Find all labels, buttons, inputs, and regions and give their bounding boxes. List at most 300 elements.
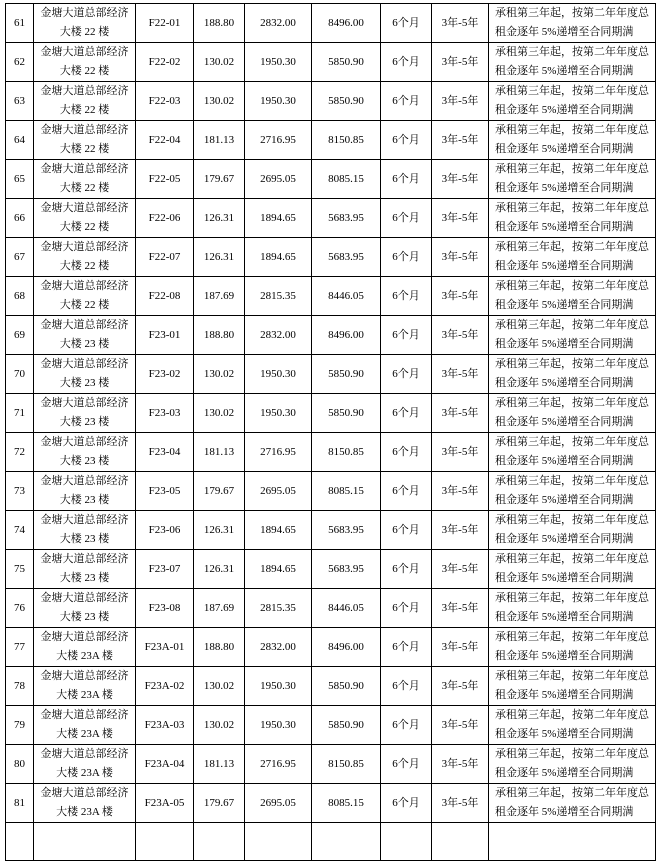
area-cell: 179.67 bbox=[194, 160, 245, 199]
lease-term-cell: 3年-5年 bbox=[432, 472, 489, 511]
lease-term-cell: 3年-5年 bbox=[432, 160, 489, 199]
note-line: 租金逐年 5%递增至合同期满 bbox=[495, 806, 634, 818]
building-cell bbox=[34, 355, 136, 394]
lease-term-cell: 3年-5年 bbox=[432, 316, 489, 355]
note-line: 承租第三年起，按第二年年度总 bbox=[495, 631, 649, 643]
building-line: 金塘大道总部经济 bbox=[40, 46, 129, 58]
free-period-cell: 6个月 bbox=[381, 82, 432, 121]
building-line: 金塘大道总部经济 bbox=[40, 280, 129, 292]
note-line: 租金逐年 5%递增至合同期满 bbox=[495, 377, 634, 389]
lease-term-cell: 3年-5年 bbox=[432, 238, 489, 277]
deposit-cell: 5683.95 bbox=[312, 199, 381, 238]
building-cell bbox=[34, 160, 136, 199]
monthly-cell: 1950.30 bbox=[245, 82, 312, 121]
note-cell bbox=[489, 394, 656, 433]
building-line: 大楼 23 楼 bbox=[59, 494, 110, 506]
row-number-cell: 72 bbox=[6, 433, 34, 472]
free-period-cell: 6个月 bbox=[381, 4, 432, 43]
deposit-cell: 5683.95 bbox=[312, 511, 381, 550]
building-cell bbox=[34, 784, 136, 823]
area-cell: 130.02 bbox=[194, 82, 245, 121]
lease-term-cell: 3年-5年 bbox=[432, 550, 489, 589]
note-cell bbox=[489, 628, 656, 667]
monthly-cell bbox=[245, 823, 312, 861]
table-row bbox=[6, 82, 656, 121]
building-cell bbox=[34, 82, 136, 121]
table-row bbox=[6, 550, 656, 589]
building-cell bbox=[34, 511, 136, 550]
note-cell bbox=[489, 199, 656, 238]
deposit-cell: 8446.05 bbox=[312, 277, 381, 316]
monthly-cell: 2716.95 bbox=[245, 433, 312, 472]
unit-cell: F23A-04 bbox=[136, 745, 194, 784]
building-line: 金塘大道总部经济 bbox=[40, 163, 129, 175]
note-line: 承租第三年起，按第二年年度总 bbox=[495, 397, 649, 409]
building-line: 大楼 23 楼 bbox=[59, 377, 110, 389]
deposit-cell: 5683.95 bbox=[312, 238, 381, 277]
area-cell: 126.31 bbox=[194, 238, 245, 277]
note-line: 承租第三年起，按第二年年度总 bbox=[495, 358, 649, 370]
building-line: 金塘大道总部经济 bbox=[40, 124, 129, 136]
table-body bbox=[6, 4, 656, 861]
building-line: 金塘大道总部经济 bbox=[40, 709, 129, 721]
area-cell bbox=[194, 823, 245, 861]
deposit-cell: 8150.85 bbox=[312, 433, 381, 472]
building-line: 金塘大道总部经济 bbox=[40, 202, 129, 214]
area-cell: 187.69 bbox=[194, 589, 245, 628]
free-period-cell: 6个月 bbox=[381, 199, 432, 238]
table-row bbox=[6, 277, 656, 316]
monthly-cell: 1894.65 bbox=[245, 199, 312, 238]
unit-cell: F22-01 bbox=[136, 4, 194, 43]
note-line: 承租第三年起，按第二年年度总 bbox=[495, 7, 649, 19]
note-cell bbox=[489, 706, 656, 745]
lease-term-cell: 3年-5年 bbox=[432, 43, 489, 82]
note-cell bbox=[489, 355, 656, 394]
note-line: 租金逐年 5%递增至合同期满 bbox=[495, 143, 634, 155]
row-number-cell: 64 bbox=[6, 121, 34, 160]
building-line: 大楼 22 楼 bbox=[59, 104, 110, 116]
building-cell bbox=[34, 550, 136, 589]
unit-cell: F23-02 bbox=[136, 355, 194, 394]
table-row bbox=[6, 316, 656, 355]
unit-cell: F22-08 bbox=[136, 277, 194, 316]
monthly-cell: 2832.00 bbox=[245, 316, 312, 355]
free-period-cell: 6个月 bbox=[381, 394, 432, 433]
lease-term-cell: 3年-5年 bbox=[432, 199, 489, 238]
area-cell: 130.02 bbox=[194, 667, 245, 706]
note-cell bbox=[489, 277, 656, 316]
monthly-cell: 1950.30 bbox=[245, 43, 312, 82]
building-cell bbox=[34, 394, 136, 433]
area-cell: 187.69 bbox=[194, 277, 245, 316]
note-line: 承租第三年起，按第二年年度总 bbox=[495, 748, 649, 760]
area-cell: 179.67 bbox=[194, 784, 245, 823]
table-row bbox=[6, 472, 656, 511]
free-period-cell: 6个月 bbox=[381, 160, 432, 199]
unit-cell: F23A-02 bbox=[136, 667, 194, 706]
monthly-cell: 2716.95 bbox=[245, 745, 312, 784]
monthly-cell: 1894.65 bbox=[245, 550, 312, 589]
unit-cell: F23A-03 bbox=[136, 706, 194, 745]
building-line: 大楼 23 楼 bbox=[59, 416, 110, 428]
lease-term-cell: 3年-5年 bbox=[432, 511, 489, 550]
building-line: 金塘大道总部经济 bbox=[40, 553, 129, 565]
deposit-cell: 5850.90 bbox=[312, 82, 381, 121]
row-number-cell: 66 bbox=[6, 199, 34, 238]
building-line: 大楼 23 楼 bbox=[59, 572, 110, 584]
building-line: 大楼 22 楼 bbox=[59, 182, 110, 194]
free-period-cell: 6个月 bbox=[381, 121, 432, 160]
building-cell bbox=[34, 316, 136, 355]
unit-cell: F22-05 bbox=[136, 160, 194, 199]
unit-cell: F23-01 bbox=[136, 316, 194, 355]
note-line: 承租第三年起，按第二年年度总 bbox=[495, 553, 649, 565]
row-number-cell: 69 bbox=[6, 316, 34, 355]
building-line: 大楼 23A 楼 bbox=[56, 650, 113, 662]
building-cell bbox=[34, 706, 136, 745]
table-row bbox=[6, 706, 656, 745]
building-line: 金塘大道总部经济 bbox=[40, 631, 129, 643]
deposit-cell bbox=[312, 823, 381, 861]
unit-cell bbox=[136, 823, 194, 861]
building-line: 大楼 23A 楼 bbox=[56, 806, 113, 818]
lease-term-cell: 3年-5年 bbox=[432, 394, 489, 433]
table-row bbox=[6, 628, 656, 667]
note-cell bbox=[489, 745, 656, 784]
deposit-cell: 8150.85 bbox=[312, 121, 381, 160]
row-number-cell: 67 bbox=[6, 238, 34, 277]
row-number-cell: 71 bbox=[6, 394, 34, 433]
deposit-cell: 8150.85 bbox=[312, 745, 381, 784]
note-line: 租金逐年 5%递增至合同期满 bbox=[495, 767, 634, 779]
building-line: 金塘大道总部经济 bbox=[40, 787, 129, 799]
row-number-cell: 65 bbox=[6, 160, 34, 199]
unit-cell: F23-04 bbox=[136, 433, 194, 472]
deposit-cell: 5850.90 bbox=[312, 355, 381, 394]
area-cell: 126.31 bbox=[194, 550, 245, 589]
free-period-cell: 6个月 bbox=[381, 316, 432, 355]
building-line: 大楼 22 楼 bbox=[59, 143, 110, 155]
free-period-cell: 6个月 bbox=[381, 511, 432, 550]
note-cell bbox=[489, 784, 656, 823]
deposit-cell: 5850.90 bbox=[312, 394, 381, 433]
lease-term-cell: 3年-5年 bbox=[432, 745, 489, 784]
note-cell bbox=[489, 43, 656, 82]
building-cell bbox=[34, 823, 136, 861]
building-line: 金塘大道总部经济 bbox=[40, 241, 129, 253]
note-line: 租金逐年 5%递增至合同期满 bbox=[495, 533, 634, 545]
note-line: 承租第三年起，按第二年年度总 bbox=[495, 787, 649, 799]
area-cell: 130.02 bbox=[194, 706, 245, 745]
note-line: 租金逐年 5%递增至合同期满 bbox=[495, 572, 634, 584]
monthly-cell: 2695.05 bbox=[245, 472, 312, 511]
lease-term-cell: 3年-5年 bbox=[432, 355, 489, 394]
building-line: 金塘大道总部经济 bbox=[40, 436, 129, 448]
building-cell bbox=[34, 667, 136, 706]
building-line: 金塘大道总部经济 bbox=[40, 670, 129, 682]
building-cell bbox=[34, 121, 136, 160]
lease-term-cell: 3年-5年 bbox=[432, 589, 489, 628]
unit-cell: F22-02 bbox=[136, 43, 194, 82]
unit-cell: F22-07 bbox=[136, 238, 194, 277]
deposit-cell: 8085.15 bbox=[312, 784, 381, 823]
unit-cell: F23-08 bbox=[136, 589, 194, 628]
monthly-cell: 2815.35 bbox=[245, 589, 312, 628]
monthly-cell: 1950.30 bbox=[245, 394, 312, 433]
row-number-cell: 73 bbox=[6, 472, 34, 511]
table-row-partial bbox=[6, 823, 656, 861]
row-number-cell: 75 bbox=[6, 550, 34, 589]
deposit-cell: 8496.00 bbox=[312, 4, 381, 43]
free-period-cell: 6个月 bbox=[381, 667, 432, 706]
table-row bbox=[6, 121, 656, 160]
building-line: 金塘大道总部经济 bbox=[40, 7, 129, 19]
monthly-cell: 1894.65 bbox=[245, 238, 312, 277]
unit-cell: F22-06 bbox=[136, 199, 194, 238]
note-cell bbox=[489, 82, 656, 121]
building-cell bbox=[34, 433, 136, 472]
table-row bbox=[6, 667, 656, 706]
building-line: 金塘大道总部经济 bbox=[40, 397, 129, 409]
note-line: 承租第三年起，按第二年年度总 bbox=[495, 670, 649, 682]
building-line: 大楼 23A 楼 bbox=[56, 728, 113, 740]
free-period-cell: 6个月 bbox=[381, 745, 432, 784]
table-row bbox=[6, 199, 656, 238]
building-line: 金塘大道总部经济 bbox=[40, 748, 129, 760]
table-row bbox=[6, 4, 656, 43]
note-line: 承租第三年起，按第二年年度总 bbox=[495, 319, 649, 331]
free-period-cell: 6个月 bbox=[381, 550, 432, 589]
building-line: 大楼 23A 楼 bbox=[56, 689, 113, 701]
row-number-cell: 79 bbox=[6, 706, 34, 745]
note-line: 租金逐年 5%递增至合同期满 bbox=[495, 416, 634, 428]
lease-term-cell: 3年-5年 bbox=[432, 706, 489, 745]
building-cell bbox=[34, 589, 136, 628]
area-cell: 130.02 bbox=[194, 43, 245, 82]
note-line: 承租第三年起，按第二年年度总 bbox=[495, 475, 649, 487]
note-line: 承租第三年起，按第二年年度总 bbox=[495, 436, 649, 448]
unit-cell: F23-06 bbox=[136, 511, 194, 550]
note-line: 承租第三年起，按第二年年度总 bbox=[495, 85, 649, 97]
unit-cell: F23A-01 bbox=[136, 628, 194, 667]
note-line: 租金逐年 5%递增至合同期满 bbox=[495, 221, 634, 233]
note-line: 租金逐年 5%递增至合同期满 bbox=[495, 455, 634, 467]
free-period-cell: 6个月 bbox=[381, 43, 432, 82]
row-number-cell: 74 bbox=[6, 511, 34, 550]
note-cell bbox=[489, 4, 656, 43]
deposit-cell: 5850.90 bbox=[312, 43, 381, 82]
note-cell bbox=[489, 667, 656, 706]
note-cell bbox=[489, 589, 656, 628]
deposit-cell: 5850.90 bbox=[312, 667, 381, 706]
lease-term-cell: 3年-5年 bbox=[432, 82, 489, 121]
area-cell: 179.67 bbox=[194, 472, 245, 511]
deposit-cell: 8446.05 bbox=[312, 589, 381, 628]
building-line: 大楼 22 楼 bbox=[59, 221, 110, 233]
table-row bbox=[6, 43, 656, 82]
row-number-cell: 81 bbox=[6, 784, 34, 823]
row-number-cell: 77 bbox=[6, 628, 34, 667]
monthly-cell: 2695.05 bbox=[245, 784, 312, 823]
monthly-cell: 2695.05 bbox=[245, 160, 312, 199]
unit-cell: F22-04 bbox=[136, 121, 194, 160]
lease-term-cell: 3年-5年 bbox=[432, 277, 489, 316]
note-line: 承租第三年起，按第二年年度总 bbox=[495, 514, 649, 526]
note-line: 承租第三年起，按第二年年度总 bbox=[495, 202, 649, 214]
table-row bbox=[6, 784, 656, 823]
area-cell: 181.13 bbox=[194, 433, 245, 472]
monthly-cell: 1894.65 bbox=[245, 511, 312, 550]
note-line: 租金逐年 5%递增至合同期满 bbox=[495, 104, 634, 116]
building-line: 大楼 22 楼 bbox=[59, 299, 110, 311]
building-line: 大楼 22 楼 bbox=[59, 260, 110, 272]
row-number-cell bbox=[6, 823, 34, 861]
note-line: 租金逐年 5%递增至合同期满 bbox=[495, 728, 634, 740]
table-row bbox=[6, 238, 656, 277]
monthly-cell: 2716.95 bbox=[245, 121, 312, 160]
deposit-cell: 8496.00 bbox=[312, 628, 381, 667]
free-period-cell: 6个月 bbox=[381, 238, 432, 277]
building-cell bbox=[34, 199, 136, 238]
free-period-cell: 6个月 bbox=[381, 472, 432, 511]
building-line: 大楼 22 楼 bbox=[59, 26, 110, 38]
area-cell: 130.02 bbox=[194, 355, 245, 394]
lease-term-cell: 3年-5年 bbox=[432, 628, 489, 667]
area-cell: 126.31 bbox=[194, 199, 245, 238]
building-line: 金塘大道总部经济 bbox=[40, 475, 129, 487]
note-cell bbox=[489, 121, 656, 160]
unit-cell: F23-05 bbox=[136, 472, 194, 511]
building-cell bbox=[34, 745, 136, 784]
area-cell: 130.02 bbox=[194, 394, 245, 433]
building-line: 金塘大道总部经济 bbox=[40, 514, 129, 526]
note-line: 承租第三年起，按第二年年度总 bbox=[495, 592, 649, 604]
free-period-cell: 6个月 bbox=[381, 355, 432, 394]
monthly-cell: 1950.30 bbox=[245, 355, 312, 394]
free-period-cell: 6个月 bbox=[381, 784, 432, 823]
table-row bbox=[6, 589, 656, 628]
note-line: 租金逐年 5%递增至合同期满 bbox=[495, 26, 634, 38]
note-cell bbox=[489, 472, 656, 511]
note-cell bbox=[489, 160, 656, 199]
building-cell bbox=[34, 43, 136, 82]
deposit-cell: 5683.95 bbox=[312, 550, 381, 589]
table-row bbox=[6, 394, 656, 433]
building-line: 金塘大道总部经济 bbox=[40, 85, 129, 97]
free-period-cell: 6个月 bbox=[381, 277, 432, 316]
lease-term-cell: 3年-5年 bbox=[432, 667, 489, 706]
note-line: 租金逐年 5%递增至合同期满 bbox=[495, 650, 634, 662]
row-number-cell: 76 bbox=[6, 589, 34, 628]
note-cell bbox=[489, 316, 656, 355]
lease-table bbox=[5, 3, 656, 861]
free-period-cell: 6个月 bbox=[381, 589, 432, 628]
deposit-cell: 8085.15 bbox=[312, 160, 381, 199]
lease-term-cell: 3年-5年 bbox=[432, 121, 489, 160]
note-line: 租金逐年 5%递增至合同期满 bbox=[495, 65, 634, 77]
unit-cell: F22-03 bbox=[136, 82, 194, 121]
table-row bbox=[6, 355, 656, 394]
monthly-cell: 2832.00 bbox=[245, 628, 312, 667]
building-cell bbox=[34, 277, 136, 316]
free-period-cell: 6个月 bbox=[381, 433, 432, 472]
note-cell bbox=[489, 511, 656, 550]
area-cell: 188.80 bbox=[194, 4, 245, 43]
note-line: 租金逐年 5%递增至合同期满 bbox=[495, 611, 634, 623]
deposit-cell: 5850.90 bbox=[312, 706, 381, 745]
note-line: 承租第三年起，按第二年年度总 bbox=[495, 709, 649, 721]
building-line: 大楼 23 楼 bbox=[59, 533, 110, 545]
row-number-cell: 62 bbox=[6, 43, 34, 82]
area-cell: 181.13 bbox=[194, 745, 245, 784]
note-line: 租金逐年 5%递增至合同期满 bbox=[495, 299, 634, 311]
monthly-cell: 1950.30 bbox=[245, 667, 312, 706]
free-period-cell: 6个月 bbox=[381, 706, 432, 745]
monthly-cell: 2832.00 bbox=[245, 4, 312, 43]
free-period-cell bbox=[381, 823, 432, 861]
monthly-cell: 2815.35 bbox=[245, 277, 312, 316]
area-cell: 181.13 bbox=[194, 121, 245, 160]
area-cell: 188.80 bbox=[194, 628, 245, 667]
building-cell bbox=[34, 4, 136, 43]
row-number-cell: 61 bbox=[6, 4, 34, 43]
area-cell: 126.31 bbox=[194, 511, 245, 550]
building-line: 大楼 23 楼 bbox=[59, 455, 110, 467]
note-line: 租金逐年 5%递增至合同期满 bbox=[495, 689, 634, 701]
building-cell bbox=[34, 628, 136, 667]
building-cell bbox=[34, 472, 136, 511]
lease-term-cell: 3年-5年 bbox=[432, 4, 489, 43]
unit-cell: F23-03 bbox=[136, 394, 194, 433]
building-cell bbox=[34, 238, 136, 277]
lease-term-cell bbox=[432, 823, 489, 861]
building-line: 大楼 23 楼 bbox=[59, 611, 110, 623]
row-number-cell: 70 bbox=[6, 355, 34, 394]
note-cell bbox=[489, 823, 656, 861]
note-line: 租金逐年 5%递增至合同期满 bbox=[495, 494, 634, 506]
building-line: 大楼 23A 楼 bbox=[56, 767, 113, 779]
note-line: 承租第三年起，按第二年年度总 bbox=[495, 46, 649, 58]
building-line: 金塘大道总部经济 bbox=[40, 358, 129, 370]
unit-cell: F23A-05 bbox=[136, 784, 194, 823]
area-cell: 188.80 bbox=[194, 316, 245, 355]
note-line: 承租第三年起，按第二年年度总 bbox=[495, 124, 649, 136]
building-line: 金塘大道总部经济 bbox=[40, 319, 129, 331]
note-cell bbox=[489, 550, 656, 589]
lease-term-cell: 3年-5年 bbox=[432, 784, 489, 823]
note-cell bbox=[489, 433, 656, 472]
row-number-cell: 63 bbox=[6, 82, 34, 121]
note-line: 承租第三年起，按第二年年度总 bbox=[495, 163, 649, 175]
note-line: 租金逐年 5%递增至合同期满 bbox=[495, 260, 634, 272]
building-line: 大楼 22 楼 bbox=[59, 65, 110, 77]
lease-term-cell: 3年-5年 bbox=[432, 433, 489, 472]
table-row bbox=[6, 745, 656, 784]
row-number-cell: 78 bbox=[6, 667, 34, 706]
note-line: 租金逐年 5%递增至合同期满 bbox=[495, 338, 634, 350]
building-line: 大楼 23 楼 bbox=[59, 338, 110, 350]
unit-cell: F23-07 bbox=[136, 550, 194, 589]
note-line: 承租第三年起，按第二年年度总 bbox=[495, 280, 649, 292]
note-line: 承租第三年起，按第二年年度总 bbox=[495, 241, 649, 253]
free-period-cell: 6个月 bbox=[381, 628, 432, 667]
row-number-cell: 68 bbox=[6, 277, 34, 316]
monthly-cell: 1950.30 bbox=[245, 706, 312, 745]
note-line: 租金逐年 5%递增至合同期满 bbox=[495, 182, 634, 194]
building-line: 金塘大道总部经济 bbox=[40, 592, 129, 604]
table-row bbox=[6, 160, 656, 199]
